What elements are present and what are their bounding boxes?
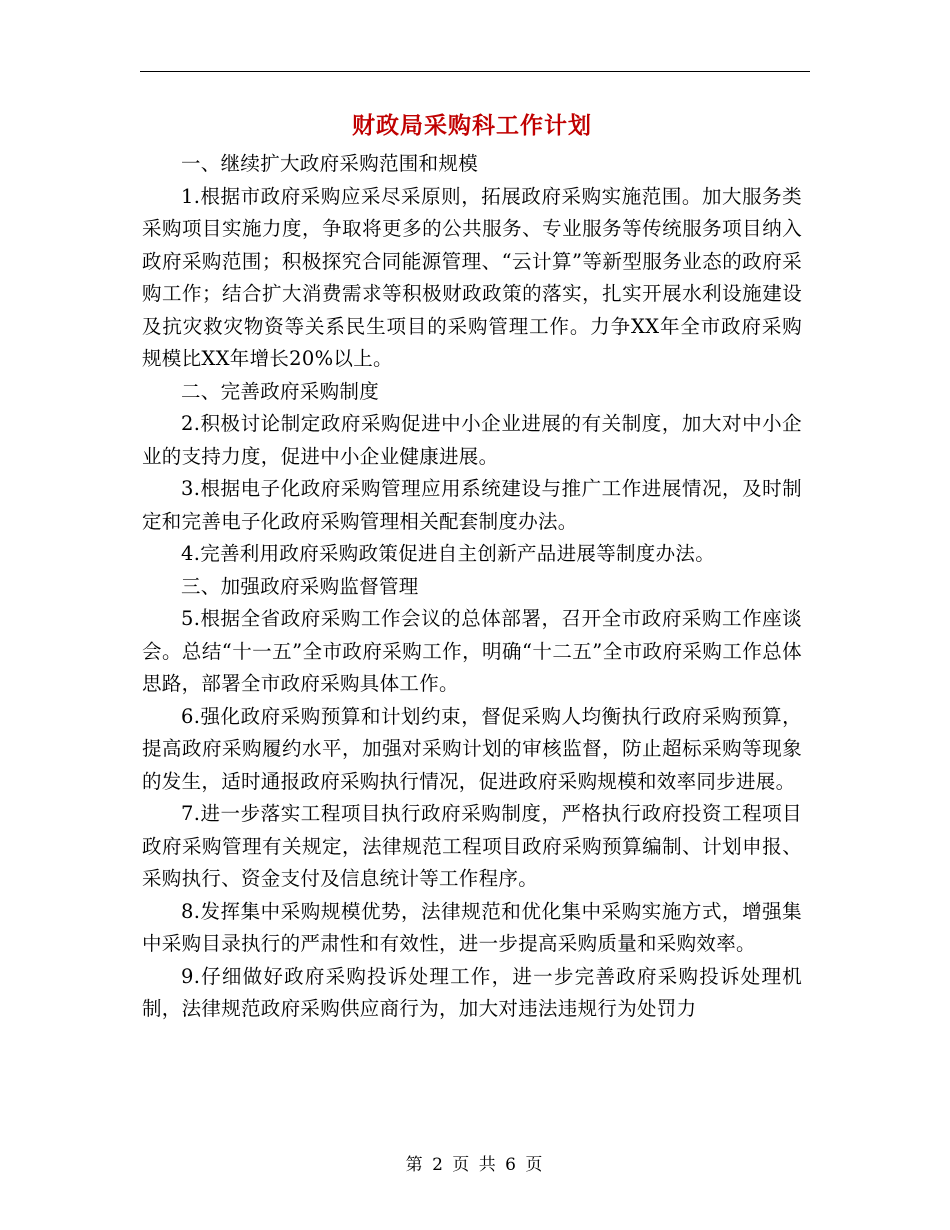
header-rule: [140, 71, 810, 72]
section-heading-3: 三、加强政府采购监督管理: [181, 574, 419, 598]
paragraph-6: 6.强化政府采购预算和计划约束，督促采购人均衡执行政府采购预算，提高政府采购履约水平，加强对采购计划的审核监督，防止超标采购等现象的发生，适时通报政府采购执行情况，促进政府采购规模和效率同步进展。: [142, 704, 802, 793]
paragraph-5: 5.根据全省政府采购工作会议的总体部署，召开全市政府采购工作座谈会。总结“十一五”全市政府采购工作，明确“十二五”全市政府采购工作总体思路，部署全市政府采购具体工作。: [142, 607, 802, 695]
paragraph-3: 3.根据电子化政府采购管理应用系统建设与推广工作进展情况，及时制定和完善电子化政府采购管理相关配套制度办法。: [142, 477, 802, 533]
paragraph-9: 9.仔细做好政府采购投诉处理工作，进一步完善政府采购投诉处理机制，法律规范政府采购供应商行为，加大对违法违规行为处罚力: [142, 964, 802, 1020]
document-body: [142, 104, 802, 1026]
page-number-footer: 第 2 页 共 6 页: [405, 1155, 545, 1175]
paragraph-4: 4.完善利用政府采购政策促进自主创新产品进展等制度办法。: [181, 542, 716, 565]
section-heading-1: 一、继续扩大政府采购范围和规模: [181, 152, 479, 175]
paragraph-2: 2.积极讨论制定政府采购促进中小企业进展的有关制度，加大对中小企业的支持力度，促进中小企业健康进展。: [142, 412, 802, 468]
paragraph-1: 1.根据市政府采购应采尽采原则，拓展政府采购实施范围。加大服务类采购项目实施力度，争取将更多的公共服务、专业服务等传统服务项目纳入政府采购范围；积极探究合同能源管理、“云计算”等新型服务业态的政府采购工作；结合扩大消费需求等积极财政政策的落实，扎实开展水利设施建设及抗灾救灾物资等关系民生项目的采购管理工作。力争XX年全市政府采购规模比XX年增长20%以上。: [142, 184, 802, 370]
paragraph-8: 8.发挥集中采购规模优势，法律规范和优化集中采购实施方式，增强集中采购目录执行的严肃性和有效性，进一步提高采购质量和采购效率。: [142, 899, 802, 955]
document-title: 财政局采购科工作计划: [352, 112, 592, 139]
paragraph-7: 7.进一步落实工程项目执行政府采购制度，严格执行政府投资工程项目政府采购管理有关规定，法律规范工程项目政府采购预算编制、计划申报、采购执行、资金支付及信息统计等工作程序。: [142, 802, 802, 890]
section-heading-2: 二、完善政府采购制度: [181, 379, 380, 403]
